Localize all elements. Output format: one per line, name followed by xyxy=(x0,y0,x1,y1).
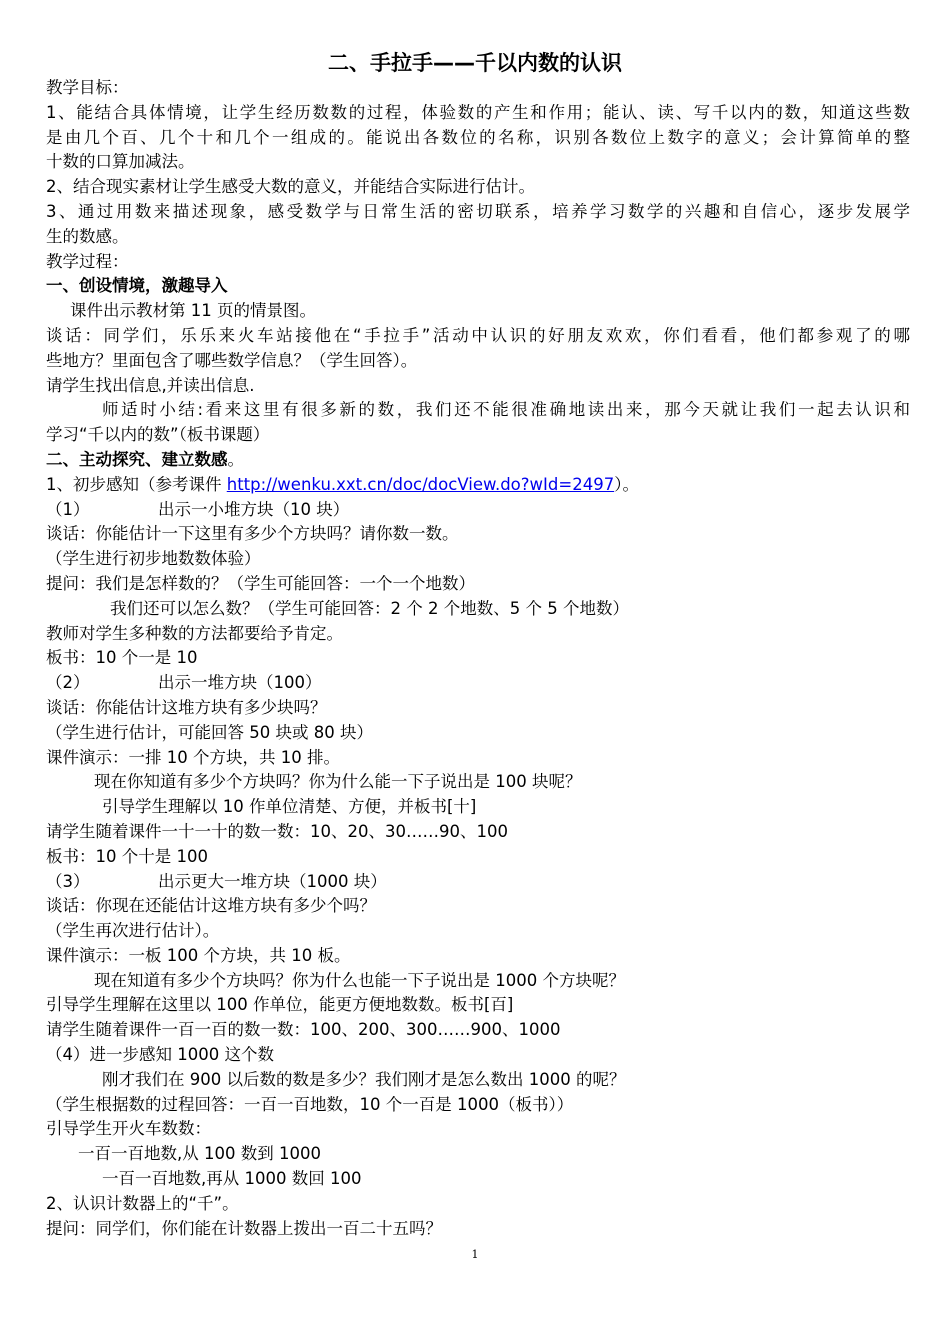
step-2-line-a: 谈话：你能估计这堆方块有多少块吗？ xyxy=(46,697,327,717)
step-2-line-d: 现在你知道有多少个方块吗？你为什么能一下子说出是 100 块呢？ xyxy=(94,772,582,792)
step-1-text: 出示一小堆方块（10 块） xyxy=(158,499,350,519)
section-2-heading-tail: 。 xyxy=(227,449,244,469)
goal-3-line-2: 生的数感。 xyxy=(46,226,129,246)
part-1-line xyxy=(46,473,910,498)
step-2-line-g: 板书：10 个十是 100 xyxy=(46,846,208,866)
goal-3-line-1: 3、通过用数来描述现象，感受数学与日常生活的密切联系，培养学习数学的兴趣和自信心，逐步发展学 xyxy=(46,201,910,221)
section-1-line-4: 请学生找出信息,并读出信息. xyxy=(46,375,255,395)
step-2-text: 出示一堆方块（100） xyxy=(158,673,322,693)
step-1-line-c: 提问：我们是怎样数的？（学生可能回答：一个一个地数） xyxy=(46,573,475,593)
section-1-line-1: 课件出示教材第 11 页的情景图。 xyxy=(70,301,316,321)
step-4-line-d: 一百一百地数,从 100 数到 1000 xyxy=(78,1144,321,1164)
step-2-line-c: 课件演示：一排 10 个方块，共 10 排。 xyxy=(46,747,340,767)
step-1-line xyxy=(46,498,910,523)
step-1-line-f: 板书：10 个一是 10 xyxy=(46,648,198,668)
section-1-line-5: 师适时小结:看来这里有很多新的数，我们还不能很准确地读出来，那今天就让我们一起去认识和 xyxy=(102,400,910,420)
goal-2: 2、结合现实素材让学生感受大数的意义，并能结合实际进行估计。 xyxy=(46,177,535,197)
step-4-line-e: 一百一百地数,再从 1000 数回 100 xyxy=(102,1169,362,1189)
goals-heading: 教学目标： xyxy=(46,78,129,97)
step-2-line-b: （学生进行估计，可能回答 50 块或 80 块） xyxy=(46,722,373,742)
step-3-text: 出示更大一堆方块（1000 块） xyxy=(158,871,387,891)
section-2-heading: 二、主动探究、建立数感 xyxy=(46,449,228,469)
page-title: 二、手拉手——千以内数的认识 xyxy=(328,51,622,75)
step-2-line xyxy=(46,671,910,696)
step-1-line-e: 教师对学生多种数的方法都要给予肯定。 xyxy=(46,623,343,643)
step-1-line-b: （学生进行初步地数数体验） xyxy=(46,549,261,569)
page-number: 1 xyxy=(471,1248,479,1261)
part-1-suffix: ）。 xyxy=(614,474,639,494)
section-1-line-3: 些地方？里面包含了哪些数学信息？（学生回答）。 xyxy=(46,350,418,370)
step-1-line-a: 谈话：你能估计一下这里有多少个方块吗？请你数一数。 xyxy=(46,524,459,544)
step-4-line-b: （学生根据数的过程回答：一百一百地数，10 个一百是 1000（板书）） xyxy=(46,1094,574,1114)
process-heading: 教学过程： xyxy=(46,251,129,271)
courseware-link[interactable]: http://wenku.xxt.cn/doc/docView.do?wId=2497 xyxy=(226,474,615,494)
part-2-line-a: 提问：同学们，你们能在计数器上拨出一百二十五吗？ xyxy=(46,1218,442,1238)
goal-1-line-1: 1、能结合具体情境，让学生经历数数的过程，体验数的产生和作用；能认、读、写千以内的数，知道这些数 xyxy=(46,102,910,122)
step-1-label: （1） xyxy=(46,499,90,519)
goal-1-line-2: 是由几个百、几个十和几个一组成的。能说出各数位的名称，识别各数位上数字的意义；会计算简单的整 xyxy=(46,127,910,147)
step-4-line-a: 刚才我们在 900 以后数的数是多少？我们刚才是怎么数出 1000 的呢？ xyxy=(102,1069,626,1089)
step-3-line-f: 请学生随着课件一百一百的数一数：100、200、300……900、1000 xyxy=(46,1020,561,1040)
part-2-line: 2、认识计数器上的“千”。 xyxy=(46,1193,239,1213)
part-1-prefix: 1、初步感知（参考课件 xyxy=(46,474,227,494)
goal-1-line-3: 十数的口算加减法。 xyxy=(46,152,195,172)
section-1-line-6: 学习“千以内的数”（板书课题） xyxy=(46,425,270,445)
step-4-line: （4）进一步感知 1000 这个数 xyxy=(46,1045,274,1065)
step-3-label: （3） xyxy=(46,871,90,891)
lesson-plan-body xyxy=(46,76,910,1241)
step-3-line-a: 谈话：你现在还能估计这堆方块有多少个吗？ xyxy=(46,896,376,916)
section-1-line-2: 谈话：同学们，乐乐来火车站接他在“手拉手”活动中认识的好朋友欢欢，你们看看，他们都参观了的哪 xyxy=(46,325,910,345)
step-2-line-f: 请学生随着课件一十一十的数一数：10、20、30……90、100 xyxy=(46,821,508,841)
step-3-line-e: 引导学生理解在这里以 100 作单位，能更方便地数数。板书[百] xyxy=(46,995,514,1015)
section-2-heading-line xyxy=(46,448,910,473)
step-2-label: （2） xyxy=(46,673,90,693)
section-1-heading: 一、创设情境，激趣导入 xyxy=(46,276,228,296)
step-2-line-e: 引导学生理解以 10 作单位清楚、方便，并板书[十] xyxy=(102,797,477,817)
step-3-line xyxy=(46,870,910,895)
step-3-line-b: （学生再次进行估计）。 xyxy=(46,921,220,941)
step-1-line-d: 我们还可以怎么数？（学生可能回答：2 个 2 个地数、5 个 5 个地数） xyxy=(110,598,629,618)
step-4-line-c: 引导学生开火车数数： xyxy=(46,1119,211,1139)
step-3-line-c: 课件演示：一板 100 个方块，共 10 板。 xyxy=(46,945,351,965)
step-3-line-d: 现在知道有多少个方块吗？你为什么也能一下子说出是 1000 个方块呢？ xyxy=(94,970,625,990)
